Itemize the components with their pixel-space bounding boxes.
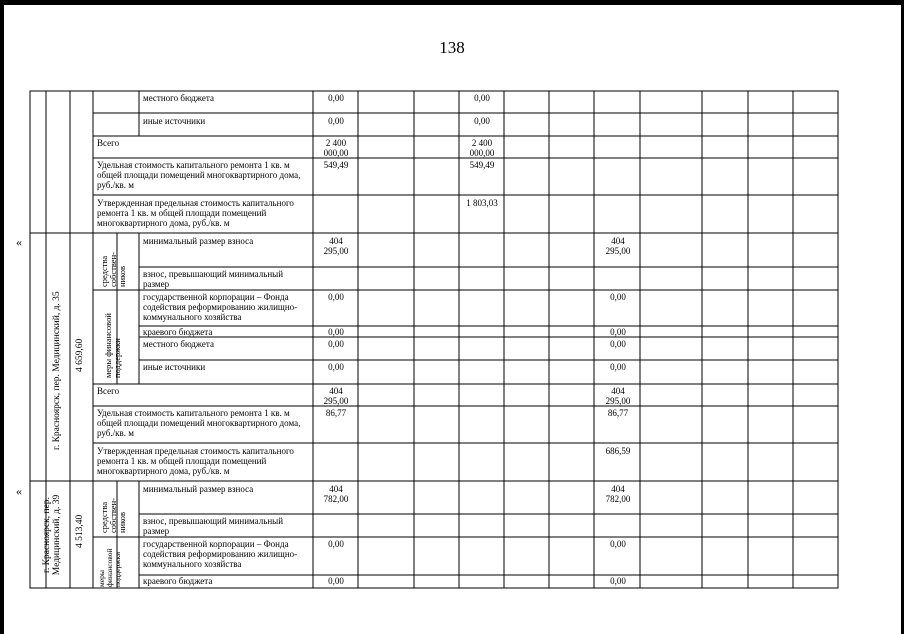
block2-row-label: минимальный размер взноса [143, 236, 254, 246]
block2-row-value: 0,00 [610, 292, 626, 302]
block2-row-value: 404 295,00 [323, 236, 349, 256]
block2-group-owners: средства собствен-ников [99, 252, 127, 287]
block3-group-owners: средства собствен-ников [99, 498, 127, 533]
block2-total-value: 404 295,00 [605, 386, 631, 406]
block2-row-label: краевого бюджета [143, 327, 213, 337]
block2-row-value: 404 295,00 [605, 236, 631, 256]
block2-limit-cost-label: Утвержденная предельная стоимость капитального ремонта 1 кв. м общей площади помещений многоквартирного дома, руб./кв. м [97, 446, 294, 476]
block2-row-label: взнос, превышающий минимальный размер [143, 269, 284, 289]
block2-row-value: 0,00 [328, 339, 344, 349]
block2-unit-cost-value: 86,77 [325, 408, 347, 418]
block2-address: г. Красноярск, пер. Медицинский, д. 35 [52, 291, 62, 450]
block1-row-label: местного бюджета [143, 93, 214, 103]
block3-row-value: 404 782,00 [323, 484, 349, 504]
block2-group-support: меры финансовой поддержки [103, 313, 122, 378]
block3-row-value: 0,00 [328, 576, 344, 586]
block3-row-value: 0,00 [610, 539, 626, 549]
block1-unit-cost-label: Удельная стоимость капитального ремонта 1 кв. м общей площади помещений многоквартирного дома, руб./кв. м [97, 160, 301, 190]
block1-unit-cost-value: 549,49 [323, 160, 349, 170]
block3-address: г. Красноярск, пер. Медицинский, д. 39 [42, 494, 62, 576]
block2-row-value: 0,00 [610, 339, 626, 349]
block3-row-value: 0,00 [610, 576, 626, 586]
block1-row-value: 0,00 [328, 93, 344, 103]
block3-row-label: краевого бюджета [143, 576, 213, 586]
block2-area: 4 659,60 [75, 338, 85, 372]
block1-row-value: 0,00 [328, 116, 344, 126]
page-number: 138 [439, 38, 465, 57]
block2-row-value: 0,00 [328, 362, 344, 372]
quote-mark: « [16, 484, 22, 498]
block1-row-value: 0,00 [474, 93, 490, 103]
quote-mark: « [16, 235, 22, 249]
block2-row-value: 0,00 [328, 327, 344, 337]
block2-unit-cost-label: Удельная стоимость капитального ремонта 1 кв. м общей площади помещений многоквартирного дома, руб./кв. м [97, 408, 301, 438]
block1-limit-cost-value: 1 803,03 [466, 198, 498, 208]
block3-row-label: взнос, превышающий минимальный размер [143, 516, 284, 536]
block2-limit-cost-value: 686,59 [605, 446, 631, 456]
block2-unit-cost-value: 86,77 [607, 408, 629, 418]
block2-row-value: 0,00 [610, 327, 626, 337]
block2-row-label: местного бюджета [143, 339, 214, 349]
block2-row-value: 0,00 [328, 292, 344, 302]
block1-row-label: иные источники [143, 116, 206, 126]
block1-unit-cost-value: 549,49 [469, 160, 495, 170]
block2-row-label: иные источники [143, 362, 206, 372]
block1-total-label: Всего [97, 138, 120, 148]
block3-area: 4 513,40 [75, 514, 85, 548]
block3-row-label: минимальный размер взноса [143, 484, 254, 494]
block3-row-label: государственной корпорации – Фонда содействия реформированию жилищно-коммунального хозяйства [143, 539, 298, 569]
block2-total-label: Всего [97, 386, 120, 396]
block3-row-value: 0,00 [328, 539, 344, 549]
block2-row-label: государственной корпорации – Фонда содействия реформированию жилищно-коммунального хозяйства [143, 292, 298, 322]
block2-total-value: 404 295,00 [323, 386, 349, 406]
block1-total-value: 2 400 000,00 [469, 138, 495, 158]
block2-row-value: 0,00 [610, 362, 626, 372]
block1-total-value: 2 400 000,00 [323, 138, 349, 158]
block1-row-value: 0,00 [474, 116, 490, 126]
block1-limit-cost-label: Утвержденная предельная стоимость капитального ремонта 1 кв. м общей площади помещений многоквартирного дома, руб./кв. м [97, 198, 294, 228]
block3-group-support: меры финансовой поддержки [97, 548, 122, 587]
block3-row-value: 404 782,00 [605, 484, 631, 504]
